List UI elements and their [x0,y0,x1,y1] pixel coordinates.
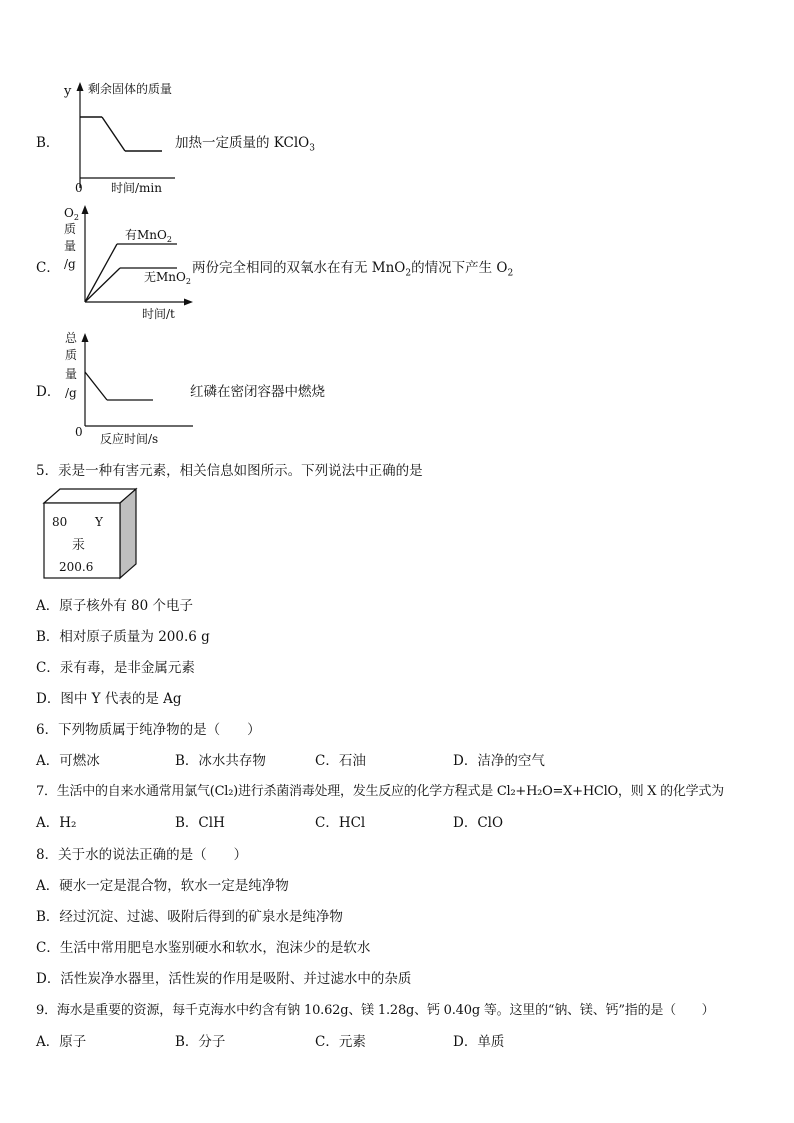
option-b-letter: B． [36,135,60,151]
option-c-x-label: 时间/t [142,307,175,321]
option-d-origin: 0 [75,425,83,439]
q7-stem: 7．生活中的自来水通常用氯气(Cl₂)进行杀菌消毒处理，发生反应的化学方程式是 Cl₂+H₂O=X+HClO，则 X 的化学式为 [36,784,724,799]
option-d-y-label-4: /g [65,386,77,400]
q6-option-b: B．冰水共存物 [175,753,266,769]
option-c-y-label-3: /g [64,257,76,271]
option-d-y-label-3: 量 [65,367,78,381]
option-c-y-label-2: 量 [64,239,77,253]
q6-option-c: C．石油 [315,753,366,769]
option-d-y-label-1: 总 [65,331,78,345]
q5-option-d: D．图中 Y 代表的是 Ag [36,691,182,707]
q9-option-a: A．原子 [36,1034,87,1050]
option-c-without-label: 无MnO$_2$ [144,270,191,286]
q9-option-c: C．元素 [315,1034,366,1050]
option-b-y-axis: y [64,84,72,99]
option-c-caption: 两份完全相同的双氧水在有无 MnO$_2$的情况下产生 $O_2$ [192,260,514,279]
option-c-y-label-1: 质 [64,222,77,236]
option-c-with-label: 有MnO$_2$ [125,228,172,244]
q8-option-a: A．硬水一定是混合物，软水一定是纯净物 [36,878,289,894]
option-d-letter: D． [36,384,61,400]
element-card [40,487,140,582]
q5-stem: 5．汞是一种有害元素，相关信息如图所示。下列说法中正确的是 [36,463,423,479]
q8-option-c: C．生活中常用肥皂水鉴别硬水和软水，泡沫少的是软水 [36,940,371,956]
option-b-graph [55,78,195,196]
element-name: 汞 [72,538,86,553]
q8-option-d: D．活性炭净水器里，活性炭的作用是吸附、并过滤水中的杂质 [36,971,412,987]
q8-stem: 8．关于水的说法正确的是（ ） [36,847,248,863]
q8-option-b: B．经过沉淀、过滤、吸附后得到的矿泉水是纯净物 [36,909,343,925]
option-c-letter: C． [36,260,60,276]
q9-option-b: B．分子 [175,1034,226,1050]
q5-option-a: A．原子核外有 80 个电子 [36,598,194,614]
option-b-caption: 加热一定质量的 KClO$_3$ [175,135,315,154]
option-d-x-label: 反应时间/s [100,432,159,446]
option-d-y-label-2: 质 [65,348,78,362]
option-c-y-label-o: $O_2$ [64,206,79,222]
element-mass: 200.6 [59,560,94,574]
q6-option-a: A．可燃冰 [36,753,100,769]
q7-option-c: C．HCl [315,815,366,831]
q7-option-d: D．ClO [453,815,504,831]
q7-option-a: A．H₂ [36,815,77,831]
q7-option-b: B．ClH [175,815,225,831]
option-d-caption: 红磷在密闭容器中燃烧 [190,384,325,400]
element-symbol: Y [95,515,103,529]
option-b-y-label: 剩余固体的质量 [88,82,173,96]
q6-stem: 6．下列物质属于纯净物的是（ ） [36,722,261,738]
option-b-x-label: 时间/min [111,181,162,195]
q9-option-d: D．单质 [453,1034,505,1050]
option-b-origin: 0 [75,181,83,195]
option-d-graph [55,326,195,448]
q6-option-d: D．洁净的空气 [453,753,545,769]
option-c-graph [55,202,195,326]
q9-stem: 9．海水是重要的资源，每千克海水中约含有钠 10.62g、镁 1.28g、钙 0.40g 等。这里的“钠、镁、钙”指的是（ ） [36,1003,715,1018]
q5-option-c: C．汞有毒，是非金属元素 [36,660,195,676]
element-number: 80 [52,515,68,529]
q5-option-b: B．相对原子质量为 200.6 g [36,629,210,645]
